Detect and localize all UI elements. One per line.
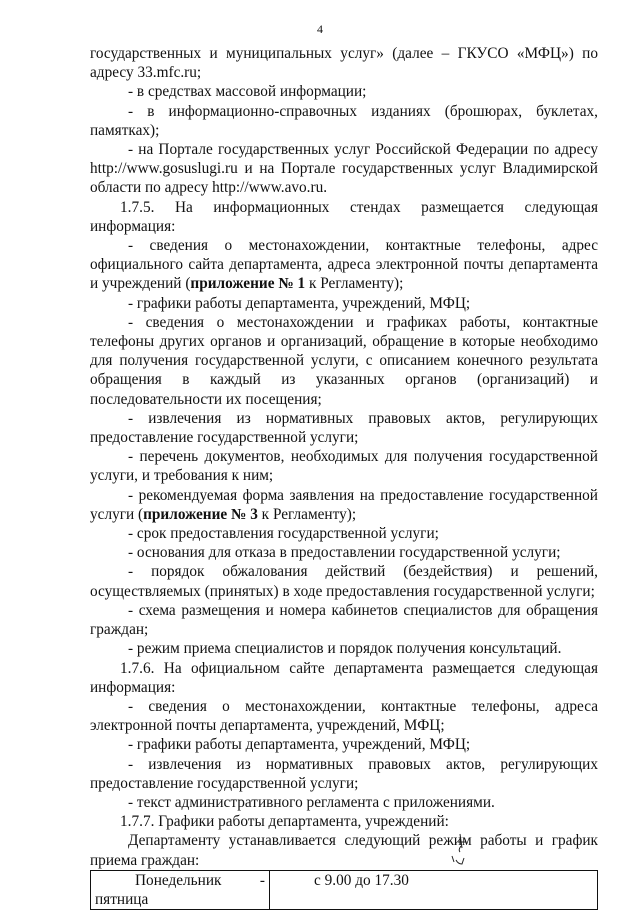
paragraph-text: - в информационно-справочных изданиях (брошюрах, буклетах, памятках); bbox=[90, 102, 598, 139]
paragraph-text: - извлечения из нормативных правовых актов, регулирующих предоставление государственной услуги; bbox=[90, 409, 598, 447]
page-number: 4 bbox=[317, 22, 323, 36]
paragraph-text: - в средствах массовой информации; bbox=[128, 83, 367, 101]
section-heading bbox=[90, 198, 598, 236]
paragraph bbox=[90, 562, 598, 600]
paragraph bbox=[90, 313, 598, 409]
paragraph-text: - основания для отказа в предоставлении государственной услуги; bbox=[128, 544, 561, 562]
paragraph-text: - сведения о местонахождении, контактные телефоны, адреса электронной почты департамента, учреждений, МФЦ; bbox=[90, 697, 598, 735]
paragraph-text: государственных и муниципальных услуг» (далее – ГКУСО «МФЦ») по адресу 33.mfc.ru; bbox=[90, 45, 598, 82]
schedule-days-cell bbox=[91, 870, 270, 909]
paragraph bbox=[90, 831, 598, 869]
paragraph bbox=[90, 793, 598, 812]
paragraph bbox=[90, 697, 598, 735]
paragraph bbox=[90, 524, 598, 543]
paragraph bbox=[90, 294, 598, 313]
paragraph-text: - графики работы департамента, учреждений, МФЦ; bbox=[128, 294, 471, 312]
paragraph bbox=[90, 140, 598, 198]
paragraph-text: - перечень документов, необходимых для получения государственной услуги, и требования к ним; bbox=[90, 448, 598, 485]
paragraph-text: к Регламенту); bbox=[257, 505, 357, 523]
paragraph-text: - извлечения из нормативных правовых актов, регулирующих предоставление государственной услуги; bbox=[90, 755, 598, 792]
table-row bbox=[91, 870, 598, 909]
paragraph-text: - сведения о местонахождении, контактные телефоны, адрес официального сайта департамента, адреса электронной почты департамента и учреждений ( bbox=[90, 237, 598, 293]
paragraph-text: - графики работы департамента, учреждений, МФЦ; bbox=[128, 736, 471, 754]
paragraph bbox=[90, 44, 598, 82]
paragraph-text: - срок предоставления государственной услуги; bbox=[128, 525, 439, 543]
document-body bbox=[90, 44, 598, 910]
paragraph bbox=[90, 639, 598, 658]
handwritten-initials bbox=[448, 832, 478, 872]
paragraph-text: - рекомендуемая форма заявления на предоставление государственной услуги ( bbox=[90, 486, 598, 523]
paragraph bbox=[90, 543, 598, 562]
paragraph-text: 1.7.6. На официальном сайте департамента размещается следующая информация: bbox=[90, 659, 598, 696]
paragraph-text: 1.7.5. На информационных стендах размещается следующая информация: bbox=[90, 198, 598, 235]
schedule-hours: с 9.00 до 17.30 bbox=[314, 871, 409, 889]
schedule-hours-cell bbox=[270, 870, 598, 909]
paragraph bbox=[90, 409, 598, 447]
paragraph-text: - схема размещения и номера кабинетов специалистов для обращения граждан; bbox=[90, 601, 598, 639]
schedule-day-to: пятница bbox=[95, 890, 149, 908]
paragraph bbox=[90, 735, 598, 754]
section-heading bbox=[90, 812, 598, 831]
paragraph-text: Департаменту устанавливается следующий режим работы и график приема граждан: bbox=[90, 832, 598, 869]
paragraph bbox=[90, 601, 598, 639]
paragraph-text: 1.7.7. Графики работы департамента, учреждений: bbox=[120, 813, 449, 831]
appendix-reference: приложение № 3 bbox=[143, 505, 258, 523]
schedule-dash: - bbox=[259, 871, 265, 889]
paragraph-text: - режим приема специалистов и порядок получения консультаций. bbox=[128, 640, 562, 658]
paragraph bbox=[90, 486, 598, 524]
appendix-reference: приложение № 1 bbox=[190, 275, 306, 293]
paragraph bbox=[90, 755, 598, 793]
paragraph-text: - на Портале государственных услуг Российской Федерации по адресу http://www.gosuslugi.ru и на Портале государственных услуг Владимирской области по адресу http://www.avo.ru. bbox=[90, 141, 598, 197]
paragraph-text: к Регламенту); bbox=[305, 275, 404, 293]
paragraph-text: - порядок обжалования действий (бездействия) и решений, осуществляемых (принятых) в ходе предоставления государственной услуги; bbox=[90, 563, 598, 600]
paragraph-text: - текст административного регламента с приложениями. bbox=[128, 793, 495, 811]
paragraph bbox=[90, 447, 598, 485]
schedule-table bbox=[90, 870, 598, 910]
schedule-day-from: Понедельник bbox=[135, 871, 222, 889]
paragraph bbox=[90, 102, 598, 140]
paragraph bbox=[90, 236, 598, 294]
section-heading bbox=[90, 659, 598, 697]
paragraph bbox=[90, 82, 598, 101]
paragraph-text: - сведения о местонахождении и графиках работы, контактные телефоны других органов и организаций, обращение в которые необходимо для получения государственной услуги, с описанием конечного результата обращения в каждый из указанных органов (организаций) и последовательности их посещения; bbox=[90, 313, 598, 408]
